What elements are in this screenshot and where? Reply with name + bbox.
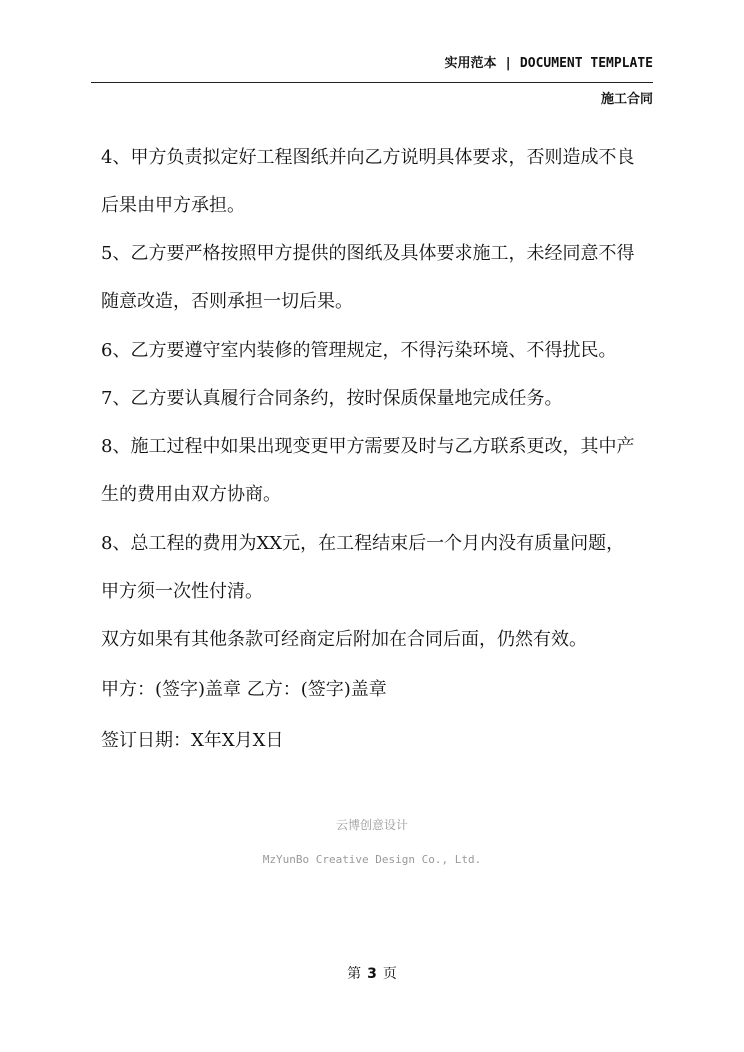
body-line: 7、乙方要认真履行合同条约，按时保质保量地完成任务。	[101, 388, 563, 409]
footer-company-english: MzYunBo Creative Design Co., Ltd.	[262, 853, 482, 866]
page-number-suffix: 页	[382, 966, 397, 982]
page-number-prefix: 第	[347, 966, 362, 982]
signature-line: 甲方：(签字)盖章 乙方：(签字)盖章	[101, 679, 387, 700]
header-title: 实用范本 | DOCUMENT TEMPLATE	[444, 56, 653, 71]
body-line: 5、乙方要严格按照甲方提供的图纸及具体要求施工，未经同意不得	[101, 243, 635, 264]
body-line: 生的费用由双方协商。	[101, 484, 281, 505]
body-line: 随意改造，否则承担一切后果。	[101, 291, 353, 312]
body-line: 8、施工过程中如果出现变更甲方需要及时与乙方联系更改，其中产	[101, 436, 635, 457]
body-line: 甲方须一次性付清。	[101, 581, 263, 602]
header-subtitle: 施工合同	[600, 92, 653, 107]
body-line: 双方如果有其他条款可经商定后附加在合同后面，仍然有效。	[101, 629, 587, 650]
body-line: 后果由甲方承担。	[101, 195, 245, 216]
header-divider	[91, 82, 653, 83]
body-line: 6、乙方要遵守室内装修的管理规定，不得污染环境、不得扰民。	[101, 340, 617, 361]
body-line: 4、甲方负责拟定好工程图纸并向乙方说明具体要求，否则造成不良	[101, 147, 635, 168]
page-number	[0, 963, 744, 983]
footer-company-chinese: 云博创意设计	[335, 818, 408, 832]
signing-date-line: 签订日期：X年X月X日	[101, 730, 284, 751]
page-number-value: 3	[367, 966, 377, 982]
body-line: 8、总工程的费用为XX元，在工程结束后一个月内没有质量问题，	[101, 533, 625, 554]
